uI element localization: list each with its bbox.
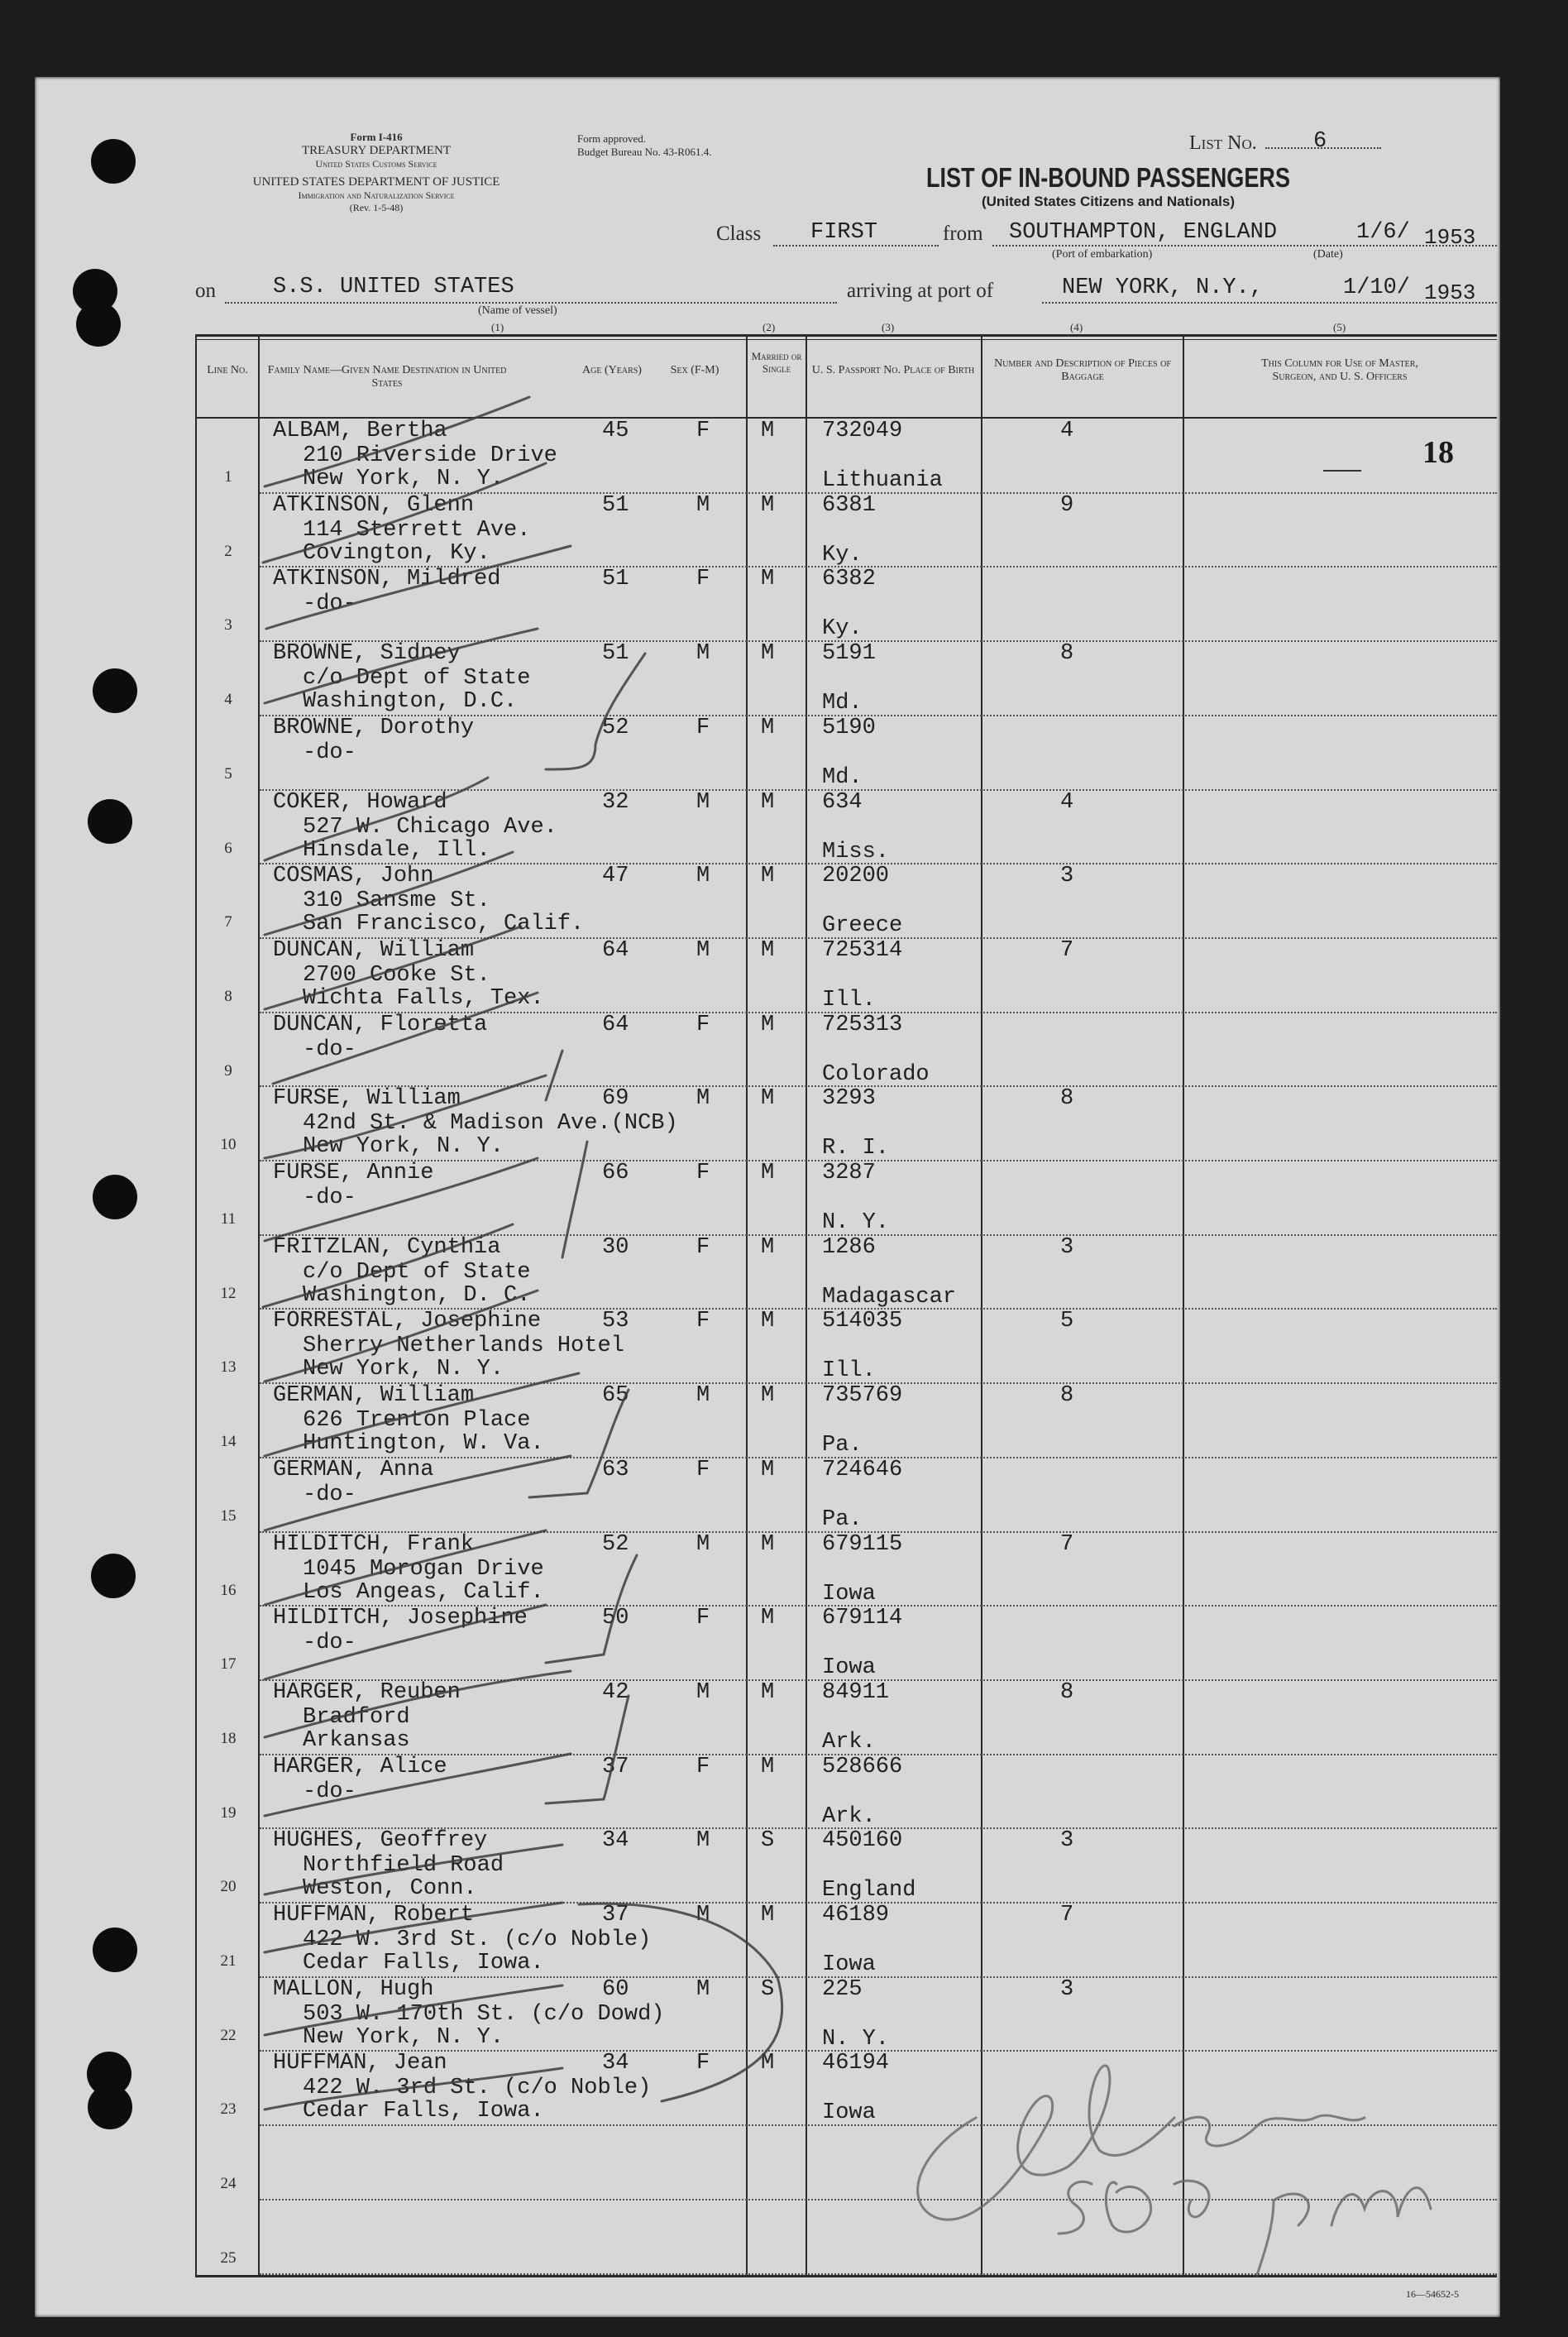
passenger-sex: M — [696, 1903, 710, 1928]
passenger-age: 51 — [602, 492, 629, 518]
baggage-count: 7 — [1060, 1531, 1074, 1557]
baggage-count: 8 — [1060, 1086, 1074, 1112]
passenger-sex: F — [696, 1457, 710, 1482]
line-number: 10 — [220, 1136, 237, 1154]
passenger-age: 65 — [602, 1383, 629, 1409]
col-rule-passport — [981, 334, 982, 2277]
passenger-sex: F — [696, 419, 710, 443]
punch-hole — [93, 1175, 137, 1219]
baggage-count: 5 — [1060, 1309, 1074, 1334]
punch-hole — [91, 1554, 136, 1598]
line-number: 16 — [220, 1581, 237, 1599]
passenger-sex: M — [696, 864, 710, 889]
place-of-birth: Ark. — [822, 1729, 876, 1755]
passport-number: 46189 — [822, 1903, 890, 1928]
line-number: 21 — [220, 1952, 237, 1970]
destination-address: -do- — [303, 591, 356, 617]
table-top-rule — [195, 334, 1497, 337]
passenger-name: COKER, Howard — [273, 789, 447, 815]
list-no-label: List No. — [1189, 132, 1257, 154]
passenger-name: FRITZLAN, Cynthia — [273, 1234, 501, 1260]
baggage-count: 4 — [1060, 789, 1074, 815]
ins-service: Immigration and Naturalization Service — [298, 189, 455, 201]
line-number: 17 — [220, 1655, 237, 1674]
passenger-age: 42 — [602, 1679, 629, 1705]
passenger-age: 66 — [602, 1161, 629, 1185]
marital-status: S — [761, 1976, 775, 2002]
row-divider — [260, 1976, 1497, 1978]
col-header-baggage: Number and Description of Pieces of Baggage — [994, 357, 1171, 384]
destination-city: Covington, Ky. — [303, 540, 490, 566]
class-value: FIRST — [810, 220, 878, 245]
line-number: 8 — [224, 987, 232, 1005]
destination-address: -do- — [303, 1037, 356, 1062]
line-number: 2 — [224, 542, 232, 560]
embarkation-year: 1953 — [1424, 225, 1476, 250]
passenger-name: FORRESTAL, Josephine — [273, 1309, 542, 1334]
place-of-birth: Madagascar — [822, 1284, 957, 1310]
passport-number: 3293 — [822, 1086, 876, 1112]
passenger-age: 52 — [602, 715, 629, 740]
baggage-count: 7 — [1060, 937, 1074, 963]
passenger-age: 64 — [602, 937, 629, 963]
baggage-count: 7 — [1060, 1903, 1074, 1928]
destination-address: 2700 Cooke St. — [303, 962, 490, 988]
passenger-sex: F — [696, 1234, 710, 1260]
passenger-sex: M — [696, 641, 710, 667]
place-of-birth: Pa. — [822, 1506, 863, 1532]
passport-number: 6382 — [822, 567, 876, 592]
marital-status: M — [761, 1161, 775, 1185]
passenger-sex: F — [696, 1606, 710, 1631]
passenger-age: 53 — [602, 1309, 629, 1334]
place-of-birth: Pa. — [822, 1433, 863, 1458]
place-of-birth: Greece — [822, 913, 903, 939]
destination-address: Northfield Road — [303, 1853, 504, 1879]
destination-address: 42nd St. & Madison Ave.(NCB) — [303, 1111, 678, 1137]
passport-number: 450160 — [822, 1828, 903, 1854]
page-mark: 18 — [1422, 435, 1454, 470]
destination-city: Weston, Conn. — [303, 1876, 477, 1902]
marital-status: M — [761, 492, 775, 518]
passenger-age: 60 — [602, 1976, 629, 2002]
marital-status: M — [761, 1234, 775, 1260]
line-number: 5 — [224, 764, 232, 783]
marital-status: M — [761, 1383, 775, 1409]
punch-hole — [76, 302, 121, 347]
place-of-birth: Iowa — [822, 2100, 876, 2126]
destination-city: San Francisco, Calif. — [303, 912, 585, 937]
destination-address: -do- — [303, 740, 356, 765]
destination-address: Bradford — [303, 1704, 410, 1730]
place-of-birth: Ark. — [822, 1803, 876, 1829]
line-number: 13 — [220, 1358, 237, 1377]
passenger-age: 32 — [602, 789, 629, 815]
passenger-age: 64 — [602, 1012, 629, 1037]
line-number: 23 — [220, 2100, 237, 2119]
marital-status: M — [761, 1309, 775, 1334]
place-of-birth: Ill. — [822, 1358, 876, 1384]
passenger-age: 52 — [602, 1531, 629, 1557]
passenger-sex: M — [696, 492, 710, 518]
marital-status: M — [761, 937, 775, 963]
passenger-age: 69 — [602, 1086, 629, 1112]
place-of-birth: N. Y. — [822, 2026, 890, 2052]
port-of-embarkation: SOUTHAMPTON, ENGLAND — [1009, 220, 1278, 245]
place-of-birth: R. I. — [822, 1136, 890, 1161]
destination-city: Wichta Falls, Tex. — [303, 985, 544, 1011]
marital-status: M — [761, 715, 775, 740]
destination-address: 626 Trenton Place — [303, 1408, 531, 1434]
destination-city: Cedar Falls, Iowa. — [303, 2099, 544, 2124]
passenger-age: 51 — [602, 567, 629, 592]
passenger-sex: M — [696, 937, 710, 963]
destination-address: 503 W. 170th St. (c/o Dowd) — [303, 2001, 665, 2027]
passenger-age: 34 — [602, 1828, 629, 1854]
passenger-sex: M — [696, 1531, 710, 1557]
passport-number: 679115 — [822, 1531, 903, 1557]
destination-address: 527 W. Chicago Ave. — [303, 814, 557, 840]
destination-city: Cedar Falls, Iowa. — [303, 1951, 544, 1975]
place-of-birth: N. Y. — [822, 1210, 890, 1235]
passenger-sex: F — [696, 715, 710, 740]
passenger-name: ALBAM, Bertha — [273, 419, 447, 443]
place-of-birth: Ky. — [822, 542, 863, 567]
punch-hole — [88, 2085, 132, 2129]
destination-city: New York, N. Y. — [303, 1357, 504, 1382]
passenger-sex: M — [696, 1828, 710, 1854]
passport-number: 514035 — [822, 1309, 903, 1334]
destination-city: Hinsdale, Ill. — [303, 837, 490, 863]
budget-bureau: Budget Bureau No. 43-R061.4. — [577, 145, 712, 158]
arrival-port: NEW YORK, N.Y., — [1062, 275, 1264, 300]
marital-status: M — [761, 1754, 775, 1779]
marital-status: M — [761, 641, 775, 667]
destination-address: 422 W. 3rd St. (c/o Noble) — [303, 2076, 652, 2101]
passenger-sex: F — [696, 567, 710, 592]
vessel-caption: (Name of vessel) — [478, 304, 557, 317]
passport-number: 5191 — [822, 641, 876, 667]
marital-status: M — [761, 567, 775, 592]
passenger-name: HUFFMAN, Robert — [273, 1903, 475, 1928]
passport-number: 6381 — [822, 492, 876, 518]
col-header-officers: This Column for Use of Master, Surgeon, and U. S. Officers — [1261, 357, 1418, 384]
arriving-label: arriving at port of — [847, 280, 994, 302]
passport-number: 1286 — [822, 1234, 876, 1260]
col-num-4: (4) — [1070, 321, 1083, 333]
punch-hole — [93, 1928, 137, 1972]
table-top-rule-2 — [195, 339, 1497, 340]
vessel-line — [225, 302, 837, 304]
table-left-rule — [195, 334, 197, 2277]
line-number: 1 — [224, 468, 232, 486]
passport-number: 735769 — [822, 1383, 903, 1409]
marital-status: M — [761, 1531, 775, 1557]
col-header-married: Married or Single — [751, 350, 802, 375]
treasury-dept: TREASURY DEPARTMENT — [301, 144, 452, 157]
place-of-birth: England — [822, 1878, 916, 1904]
line-number: 7 — [224, 913, 232, 931]
marital-status: M — [761, 1606, 775, 1631]
line-number: 15 — [220, 1506, 237, 1525]
col-rule-baggage — [1183, 334, 1184, 2277]
place-of-birth: Ill. — [822, 987, 876, 1013]
passenger-name: FURSE, Annie — [273, 1161, 434, 1185]
place-of-birth: Iowa — [822, 1952, 876, 1977]
passenger-name: ATKINSON, Mildred — [273, 567, 501, 592]
list-title: LIST OF IN-BOUND PASSENGERS — [925, 162, 1291, 193]
destination-address: 210 Riverside Drive — [303, 443, 557, 468]
arrival-year: 1953 — [1424, 280, 1476, 305]
destination-city: Huntington, W. Va. — [303, 1431, 544, 1457]
col-num-3: (3) — [882, 321, 895, 333]
passenger-sex: F — [696, 1012, 710, 1037]
vessel-name: S.S. UNITED STATES — [273, 275, 514, 299]
line-number: 20 — [220, 1878, 237, 1896]
col-rule-line — [258, 334, 260, 2277]
port-embark-caption: (Port of embarkation) — [1052, 248, 1153, 261]
class-label: Class — [716, 223, 762, 245]
line-number: 12 — [220, 1284, 237, 1302]
baggage-count: 4 — [1060, 419, 1074, 443]
passport-number: 3287 — [822, 1161, 876, 1185]
passenger-age: 45 — [602, 419, 629, 443]
list-subtitle: (United States Citizens and Nationals) — [981, 194, 1236, 209]
passport-number: 725314 — [822, 937, 903, 963]
passenger-name: BROWNE, Dorothy — [273, 715, 475, 740]
marital-status: M — [761, 2051, 775, 2076]
passenger-age: 37 — [602, 1903, 629, 1928]
punch-hole — [91, 139, 136, 184]
destination-address: 114 Sterrett Ave. — [303, 517, 531, 543]
passenger-name: HARGER, Reuben — [273, 1679, 461, 1705]
destination-address: -do- — [303, 1779, 356, 1804]
destination-city: Washington, D.C. — [303, 689, 518, 715]
passenger-sex: M — [696, 1976, 710, 2002]
col-num-2: (2) — [762, 321, 776, 333]
passenger-age: 51 — [602, 641, 629, 667]
passport-number: 732049 — [822, 419, 903, 443]
list-no-value: 6 — [1313, 129, 1327, 154]
baggage-count: 9 — [1060, 492, 1074, 518]
passenger-sex: M — [696, 1383, 710, 1409]
passenger-age: 37 — [602, 1754, 629, 1779]
passport-number: 46194 — [822, 2051, 890, 2076]
baggage-count: 3 — [1060, 1976, 1074, 2002]
passenger-name: ATKINSON, Glenn — [273, 492, 475, 518]
passenger-name: GERMAN, William — [273, 1383, 475, 1409]
line-number: 25 — [220, 2248, 237, 2267]
line-number: 3 — [224, 616, 232, 635]
marital-status: M — [761, 789, 775, 815]
row-divider — [260, 2124, 1497, 2126]
passport-number: 634 — [822, 789, 863, 815]
col-header-sex: Sex (F-M) — [670, 364, 719, 376]
passenger-name: FURSE, William — [273, 1086, 461, 1112]
col-header-age: Age (Years) — [582, 364, 642, 376]
passenger-name: COSMAS, John — [273, 864, 434, 889]
passenger-age: 34 — [602, 2051, 629, 2076]
line-number: 18 — [220, 1729, 237, 1747]
destination-city: New York, N. Y. — [303, 467, 504, 491]
row-divider — [260, 2273, 1497, 2275]
destination-address: 422 W. 3rd St. (c/o Noble) — [303, 1928, 652, 1952]
passenger-age: 30 — [602, 1234, 629, 1260]
line-number: 9 — [224, 1061, 232, 1080]
destination-address: -do- — [303, 1185, 356, 1210]
date-caption: (Date) — [1313, 248, 1343, 261]
from-line — [992, 245, 1497, 247]
passenger-name: DUNCAN, William — [273, 937, 475, 963]
destination-address: -do- — [303, 1482, 356, 1507]
passenger-name: HUGHES, Geoffrey — [273, 1828, 488, 1854]
place-of-birth: Md. — [822, 691, 863, 716]
destination-address: 310 Sansme St. — [303, 888, 490, 914]
passenger-name: BROWNE, Sidney — [273, 641, 461, 667]
budget-approval — [577, 132, 711, 158]
passport-number: 724646 — [822, 1457, 903, 1482]
destination-address: c/o Dept of State — [303, 1259, 531, 1285]
destination-city: Los Angeas, Calif. — [303, 1579, 544, 1605]
line-number: 19 — [220, 1803, 237, 1822]
marital-status: M — [761, 1012, 775, 1037]
passenger-name: HILDITCH, Josephine — [273, 1606, 528, 1631]
col-rule-marital — [806, 334, 807, 2277]
customs-service: United States Customs Service — [315, 158, 437, 170]
marital-status: M — [761, 1086, 775, 1112]
marital-status: M — [761, 864, 775, 889]
line-number: 22 — [220, 2026, 237, 2044]
form-approved: Form approved. — [577, 132, 647, 145]
passenger-name: HARGER, Alice — [273, 1754, 447, 1779]
baggage-count: 8 — [1060, 1383, 1074, 1409]
destination-address: -do- — [303, 1631, 356, 1656]
class-line — [773, 245, 939, 247]
passenger-sex: F — [696, 1161, 710, 1185]
passport-number: 5190 — [822, 715, 876, 740]
line-number: 6 — [224, 839, 232, 857]
passport-number: 225 — [822, 1976, 863, 2002]
passenger-sex: M — [696, 1679, 710, 1705]
passenger-name: HILDITCH, Frank — [273, 1531, 475, 1557]
destination-address: 1045 Morogan Drive — [303, 1556, 544, 1582]
passport-number: 528666 — [822, 1754, 903, 1779]
form-number: Form I-416 — [350, 131, 403, 143]
baggage-count: 8 — [1060, 1679, 1074, 1705]
line-number: 11 — [220, 1210, 237, 1228]
line-number: 4 — [224, 691, 232, 709]
passport-number: 84911 — [822, 1679, 890, 1705]
passenger-name: MALLON, Hugh — [273, 1976, 434, 2002]
passenger-name: DUNCAN, Floretta — [273, 1012, 488, 1037]
on-label: on — [195, 280, 216, 302]
passenger-name: GERMAN, Anna — [273, 1457, 434, 1482]
passenger-sex: M — [696, 1086, 710, 1112]
passport-number: 20200 — [822, 864, 890, 889]
marital-status: M — [761, 419, 775, 443]
destination-city: New York, N. Y. — [303, 2024, 504, 2050]
place-of-birth: Md. — [822, 764, 863, 790]
destination-city: Washington, D. C. — [303, 1282, 531, 1308]
baggage-count: 8 — [1060, 641, 1074, 667]
col-header-passport: U. S. Passport No. Place of Birth — [811, 364, 975, 376]
passport-number: 679114 — [822, 1606, 903, 1631]
punch-hole — [88, 799, 132, 844]
place-of-birth: Iowa — [822, 1655, 876, 1681]
destination-address: Sherry Netherlands Hotel — [303, 1334, 624, 1359]
line-number: 14 — [220, 1433, 237, 1451]
baggage-count: 3 — [1060, 1234, 1074, 1260]
passenger-name: HUFFMAN, Jean — [273, 2051, 447, 2076]
passenger-sex: F — [696, 2051, 710, 2076]
marital-status: M — [761, 1457, 775, 1482]
col-num-5: (5) — [1333, 321, 1346, 333]
marital-status: M — [761, 1679, 775, 1705]
passenger-age: 63 — [602, 1457, 629, 1482]
baggage-count: 3 — [1060, 864, 1074, 889]
table-bottom-rule — [195, 2275, 1497, 2277]
baggage-count: 3 — [1060, 1828, 1074, 1854]
passenger-sex: F — [696, 1309, 710, 1334]
col-rule-name — [746, 334, 748, 2277]
col-num-1: (1) — [491, 321, 504, 333]
footer-code: 16—54652-5 — [1406, 2288, 1459, 2300]
passenger-sex: F — [696, 1754, 710, 1779]
justice-dept: UNITED STATES DEPARTMENT OF JUSTICE — [252, 175, 500, 189]
place-of-birth: Lithuania — [822, 468, 943, 493]
passenger-sex: M — [696, 789, 710, 815]
destination-city: Arkansas — [303, 1727, 410, 1753]
marital-status: M — [761, 1903, 775, 1928]
row-divider — [260, 2199, 1497, 2201]
from-label: from — [943, 223, 983, 245]
destination-city: New York, N. Y. — [303, 1134, 504, 1160]
passenger-age: 50 — [602, 1606, 629, 1631]
punch-hole — [93, 668, 137, 713]
col-header-line: Line No. — [207, 364, 248, 376]
destination-address: c/o Dept of State — [303, 666, 531, 692]
passenger-age: 47 — [602, 864, 629, 889]
arrival-date: 1/10/ — [1343, 275, 1411, 300]
place-of-birth: Colorado — [822, 1061, 930, 1087]
embarkation-date: 1/6/ — [1356, 220, 1410, 245]
place-of-birth: Iowa — [822, 1581, 876, 1607]
passport-number: 725313 — [822, 1012, 903, 1037]
page-mark-dash — [1323, 470, 1361, 472]
marital-status: S — [761, 1828, 775, 1854]
form-agency-block — [190, 131, 562, 214]
col-header-name: Family Name—Given Name Destination in United States — [267, 364, 507, 390]
revision: (Rev. 1-5-48) — [349, 202, 404, 213]
line-number: 24 — [220, 2175, 237, 2193]
place-of-birth: Miss. — [822, 839, 890, 864]
place-of-birth: Ky. — [822, 616, 863, 642]
